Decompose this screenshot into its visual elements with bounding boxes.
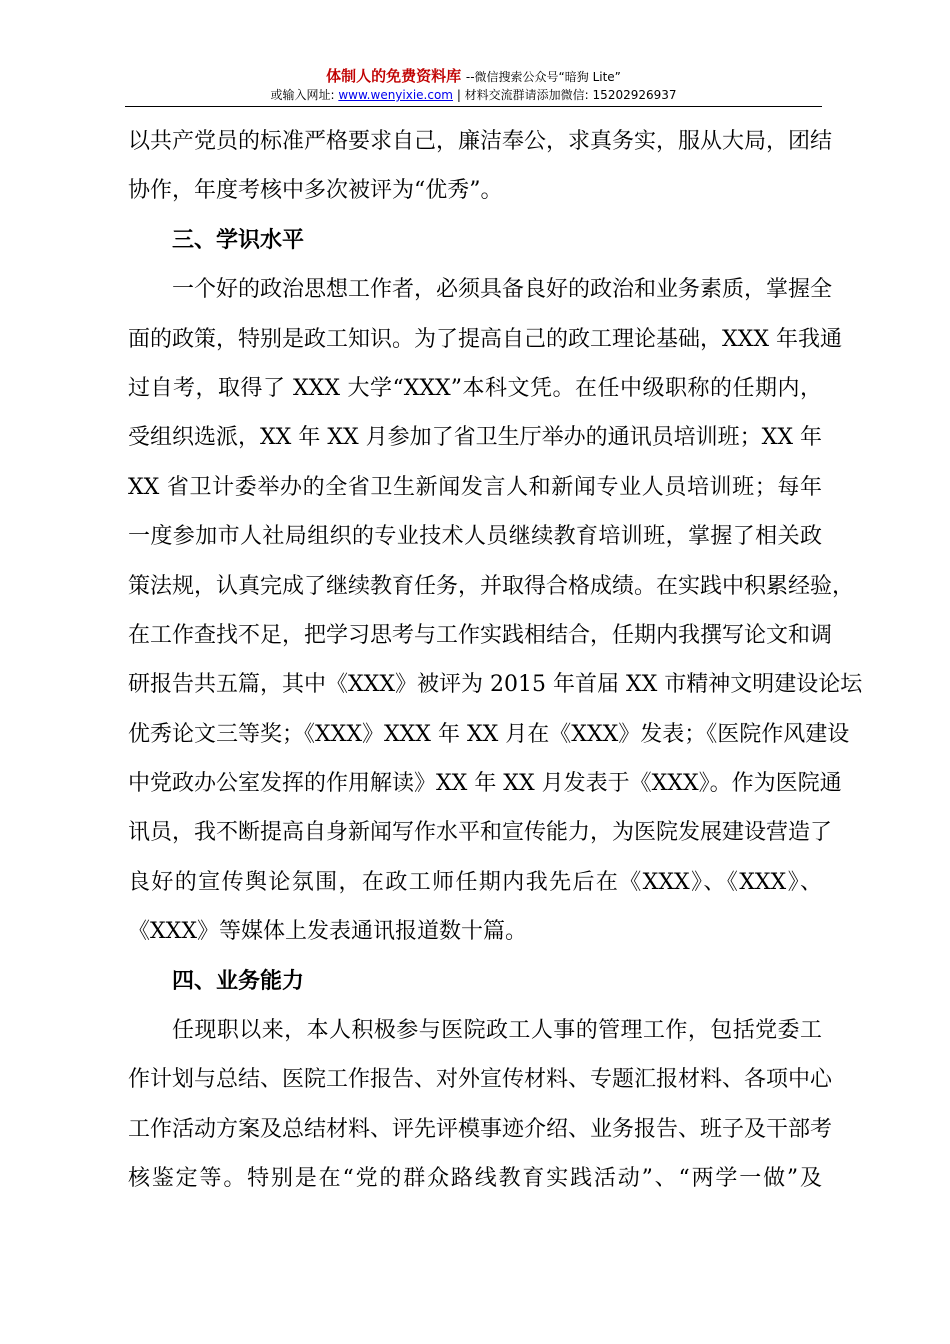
- header-title-line: [125, 66, 822, 87]
- text-line: 在工作查找不足，把学习思考与工作实践相结合，任期内我撰写论文和调: [128, 622, 833, 648]
- section-heading: 三、学识水平: [172, 226, 305, 253]
- page-header: [125, 66, 822, 103]
- header-contact-line: [125, 87, 822, 103]
- text-line: 《XXX》等媒体上发表通讯报道数十篇。: [128, 919, 527, 945]
- header-tagline: --微信搜索公众号“暗狗 Lite”: [465, 70, 621, 84]
- text-line: 以共产党员的标准严格要求自己，廉洁奉公，求真务实，服从大局，团结: [128, 129, 833, 154]
- section-heading: 四、业务能力: [172, 967, 305, 994]
- text-line: 研报告共五篇，其中《XXX》被评为 2015 年首届 XX 市精神文明建设论坛: [128, 672, 863, 698]
- text-line: 工作活动方案及总结材料、评先评模事迹介绍、业务报告、班子及干部考: [128, 1116, 833, 1142]
- text-line: 良好的宣传舆论氛围，在政工师任期内我先后在《XXX》、《XXX》、: [128, 869, 822, 895]
- text-line: 过自考，取得了 XXX 大学“XXX”本科文凭。在任中级职称的任期内，: [128, 375, 822, 401]
- header-contact: | 材料交流群请添加微信: 15202926937: [456, 88, 677, 102]
- text-line: 核鉴定等。特别是在“党的群众路线教育实践活动”、“两学一做”及: [128, 1166, 822, 1192]
- header-url-link[interactable]: www.wenyixie.com: [338, 88, 453, 102]
- text-line: 面的政策，特别是政工知识。为了提高自己的政工理论基础，XXX 年我通: [128, 326, 842, 352]
- header-url-prefix: 或输入网址:: [270, 88, 335, 102]
- header-divider: [125, 106, 822, 107]
- text-line: 受组织选派，XX 年 XX 月参加了省卫生厅举办的通讯员培训班；XX 年: [128, 425, 822, 451]
- header-brand: 体制人的免费资料库: [326, 67, 462, 85]
- text-line: 优秀论文三等奖；《XXX》XXX 年 XX 月在《XXX》发表；《医院作风建设: [128, 721, 850, 747]
- text-line: 一度参加市人社局组织的专业技术人员继续教育培训班，掌握了相关政: [128, 524, 822, 550]
- text-line: 任现职以来，本人积极参与医院政工人事的管理工作，包括党委工: [172, 1018, 822, 1044]
- text-line: 策法规，认真完成了继续教育任务，并取得合格成绩。在实践中积累经验，: [128, 573, 855, 599]
- text-line: 一个好的政治思想工作者，必须具备良好的政治和业务素质，掌握全: [172, 277, 833, 303]
- text-line: 讯员，我不断提高自身新闻写作水平和宣传能力，为医院发展建设营造了: [128, 820, 833, 846]
- text-line: 作计划与总结、医院工作报告、对外宣传材料、专题汇报材料、各项中心: [128, 1067, 833, 1093]
- text-line: 中党政办公室发挥的作用解读》XX 年 XX 月发表于《XXX》。作为医院通: [128, 771, 842, 797]
- text-line: 协作，年度考核中多次被评为“优秀”。: [128, 178, 503, 204]
- document-body: [128, 117, 863, 1204]
- text-line: XX 省卫计委举办的全省卫生新闻发言人和新闻专业人员培训班；每年: [128, 474, 822, 500]
